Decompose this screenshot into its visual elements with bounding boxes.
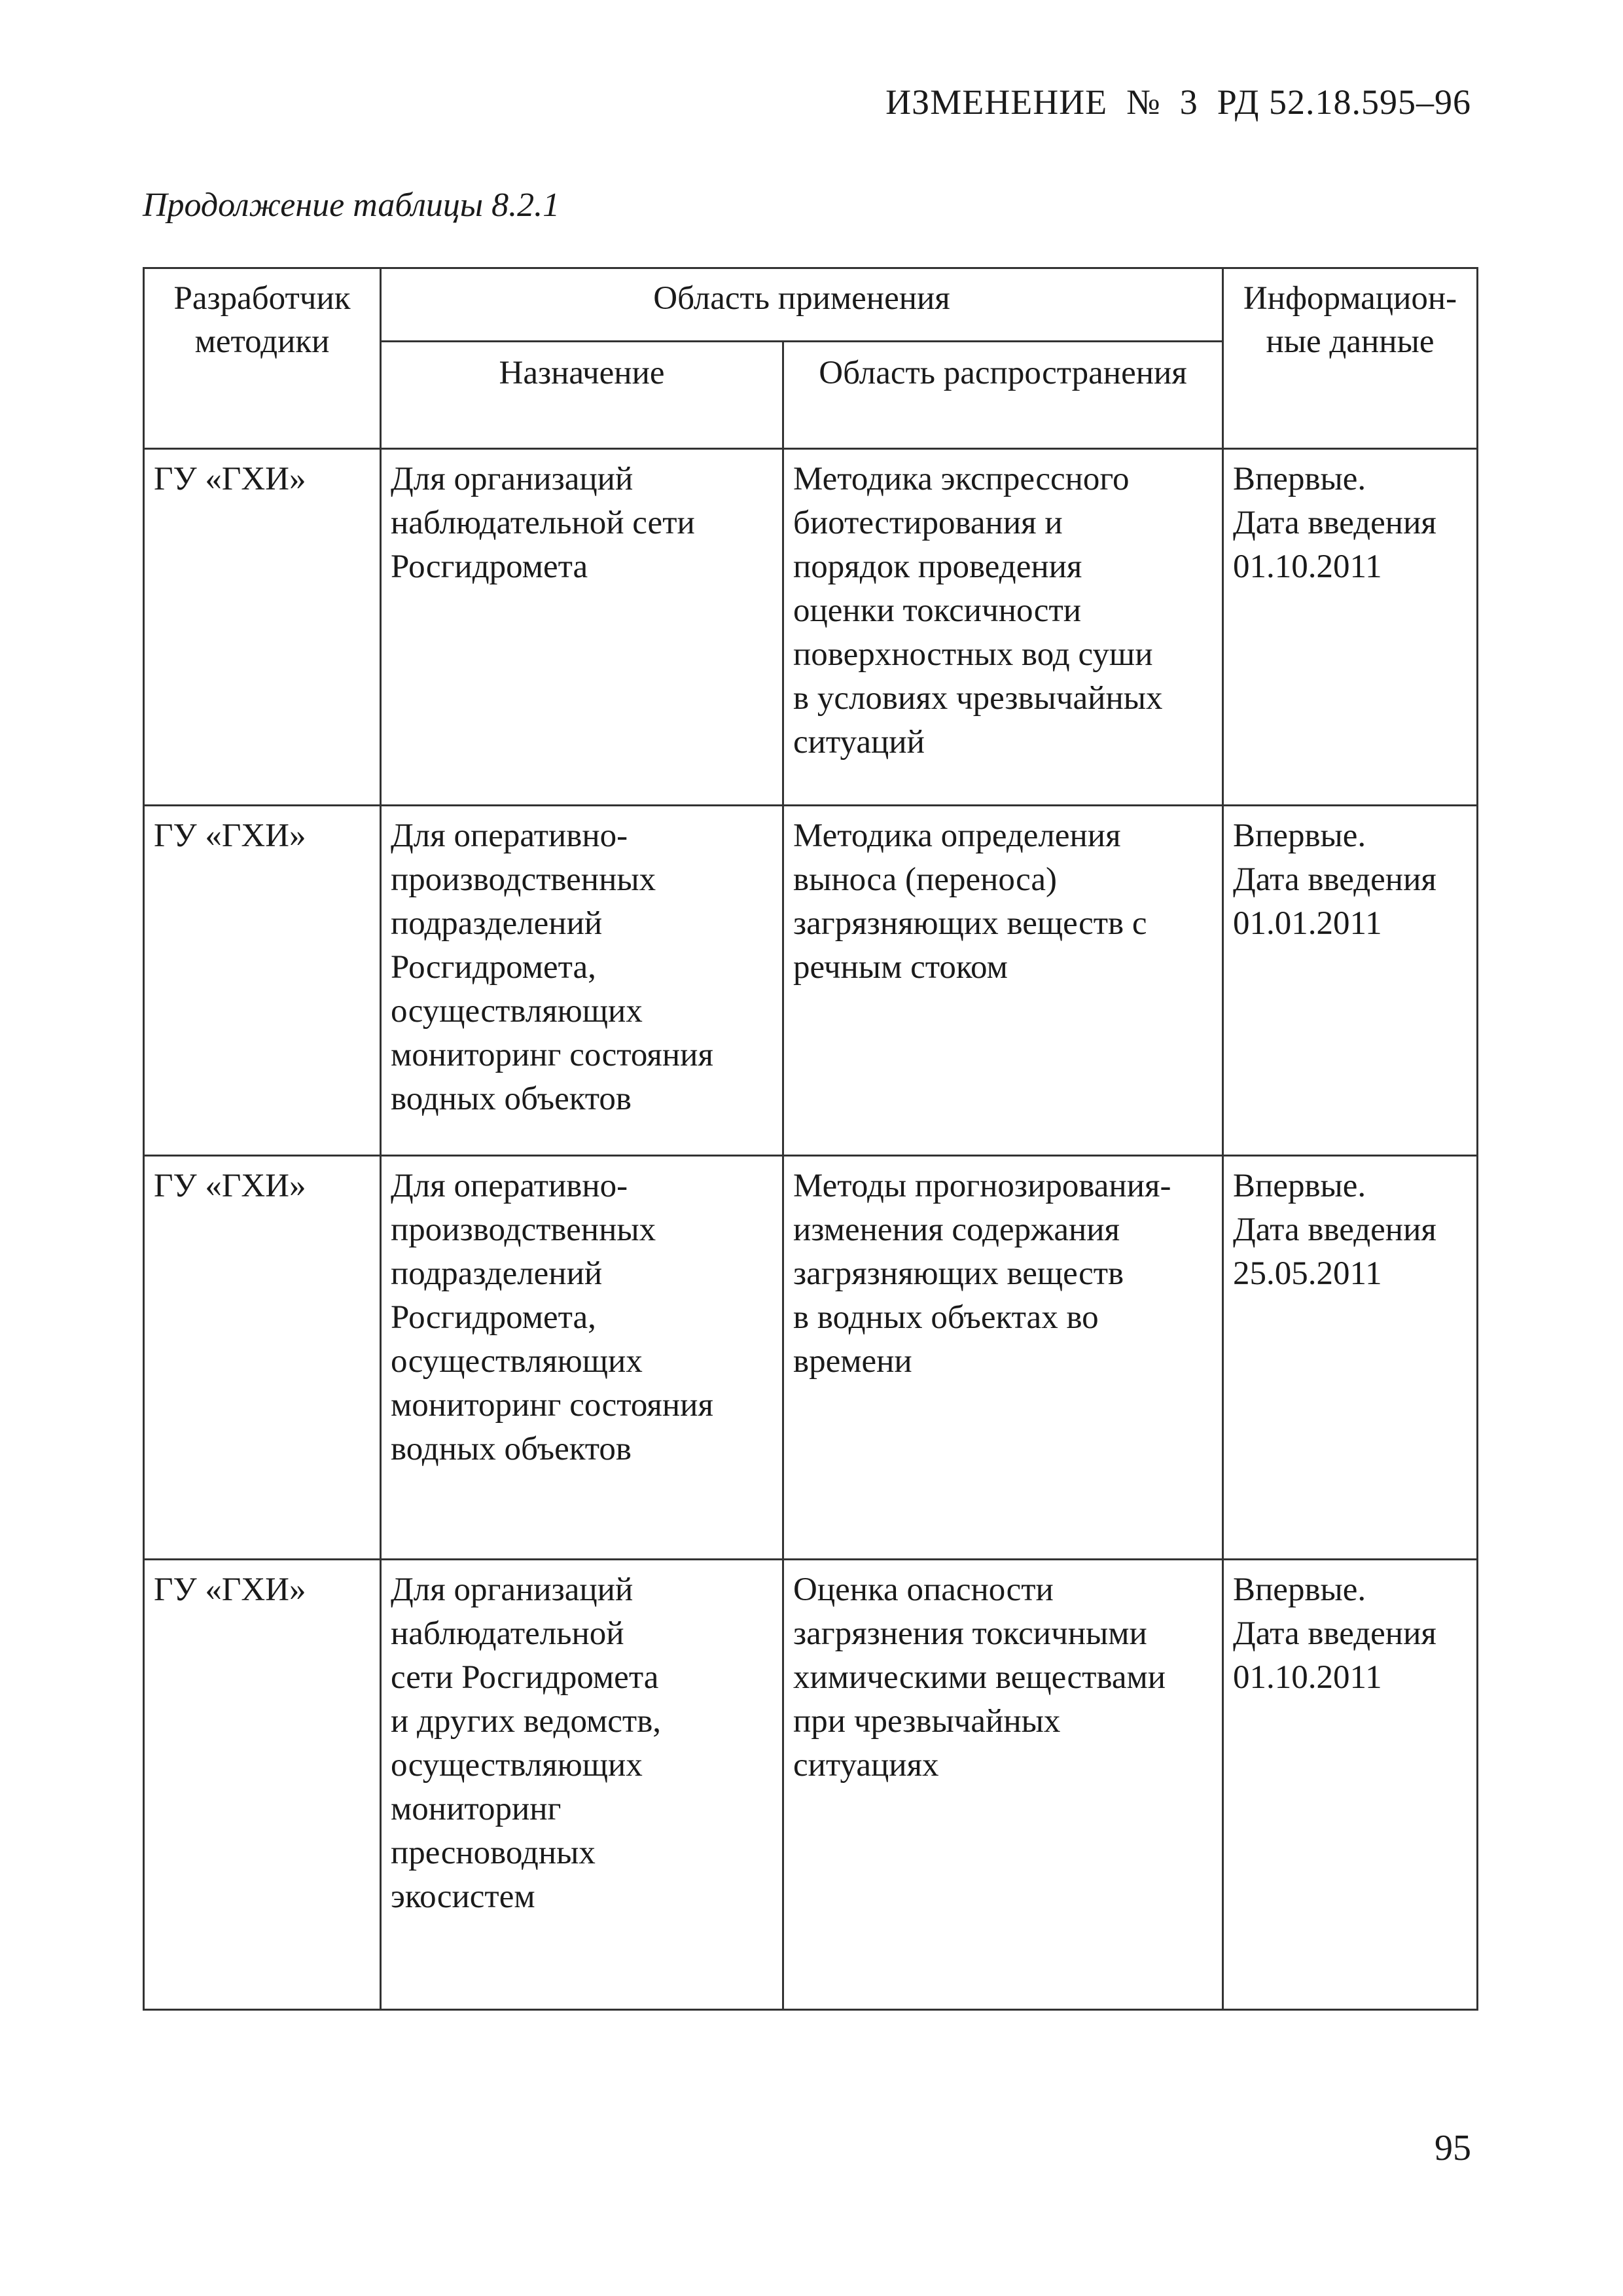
header-info: Информацион- ные данные <box>1223 268 1478 449</box>
cell-purpose: Для организаций наблюдательной сети Росгидромета и других ведомств, осуществляющих мониторинг пресноводных экосистем <box>381 1560 783 2010</box>
header-purpose: Назначение <box>381 342 783 449</box>
methods-table <box>143 267 1478 2011</box>
cell-scope: Оценка опасности загрязнения токсичными химическими веществами при чрезвычайных ситуациях <box>783 1560 1223 2010</box>
cell-developer: ГУ «ГХИ» <box>144 449 381 806</box>
cell-info: Впервые. Дата введения 01.01.2011 <box>1223 806 1478 1156</box>
table-row <box>144 806 1478 1156</box>
cell-developer: ГУ «ГХИ» <box>144 1560 381 2010</box>
cell-purpose: Для оперативно- производственных подразделений Росгидромета, осуществляющих мониторинг состояния водных объектов <box>381 806 783 1156</box>
cell-scope: Методика экспрессного биотестирования и порядок проведения оценки токсичности поверхностных вод суши в условиях чрезвычайных ситуаций <box>783 449 1223 806</box>
cell-purpose: Для оперативно- производственных подразделений Росгидромета, осуществляющих мониторинг состояния водных объектов <box>381 1156 783 1560</box>
cell-info: Впервые. Дата введения 01.10.2011 <box>1223 1560 1478 2010</box>
table-row <box>144 1156 1478 1560</box>
page-number: 95 <box>1435 2128 1471 2168</box>
cell-scope: Методика определения выноса (переноса) загрязняющих веществ с речным стоком <box>783 806 1223 1156</box>
cell-scope: Методы прогнозирования- изменения содержания загрязняющих веществ в водных объектах во времени <box>783 1156 1223 1560</box>
cell-developer: ГУ «ГХИ» <box>144 1156 381 1560</box>
cell-purpose: Для организаций наблюдательной сети Росгидромета <box>381 449 783 806</box>
table-row <box>144 1560 1478 2010</box>
cell-developer: ГУ «ГХИ» <box>144 806 381 1156</box>
header-developer: Разработчик методики <box>144 268 381 449</box>
cell-info: Впервые. Дата введения 25.05.2011 <box>1223 1156 1478 1560</box>
table-row <box>144 449 1478 806</box>
cell-info: Впервые. Дата введения 01.10.2011 <box>1223 449 1478 806</box>
table-caption: Продолжение таблицы 8.2.1 <box>143 187 560 224</box>
page-header: ИЗМЕНЕНИЕ № 3 РД 52.18.595–96 <box>885 82 1471 122</box>
header-application-area: Область применения <box>381 268 1223 342</box>
header-scope: Область распространения <box>783 342 1223 449</box>
